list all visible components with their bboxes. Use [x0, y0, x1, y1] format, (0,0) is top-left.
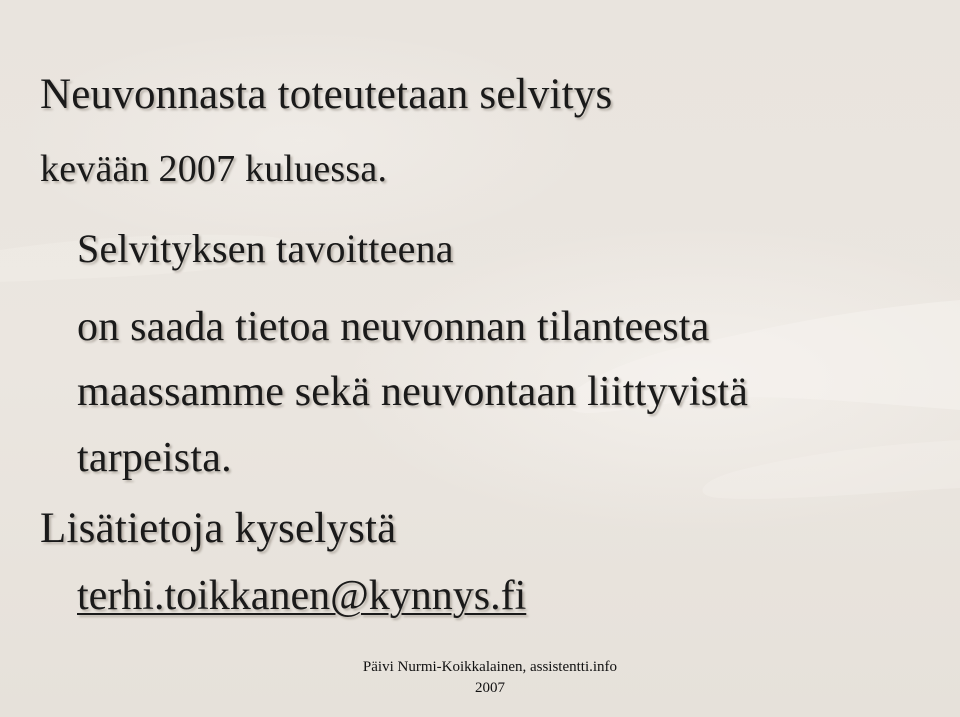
slide-line-7: Lisätietoja kyselystä — [40, 505, 397, 552]
slide-line-5: maassamme sekä neuvontaan liittyvistä — [77, 369, 749, 415]
slide-line-4: on saada tietoa neuvonnan tilanteesta — [77, 304, 710, 350]
contact-email-link[interactable]: terhi.toikkanen@kynnys.fi — [77, 573, 527, 619]
slide-line-6: tarpeista. — [77, 435, 232, 481]
slide-line-3: Selvityksen tavoitteena — [77, 226, 454, 271]
footer-author: Päivi Nurmi-Koikkalainen, assistentti.info — [362, 659, 618, 675]
slide-line-1: Neuvonnasta toteutetaan selvitys — [40, 71, 613, 118]
footer-year: 2007 — [475, 680, 505, 696]
slide-line-2: kevään 2007 kuluessa. — [40, 148, 388, 190]
